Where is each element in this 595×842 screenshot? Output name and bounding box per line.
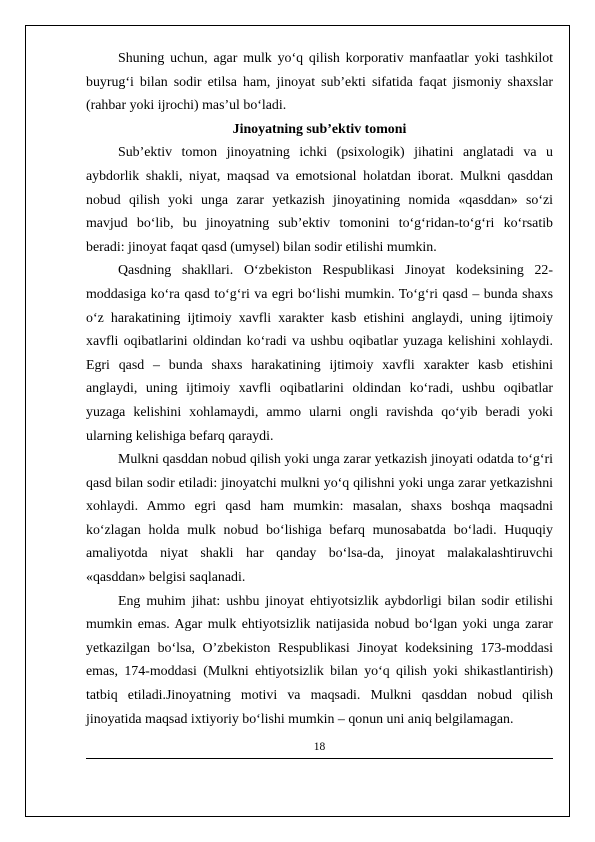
paragraph-subjective-side: Sub’ektiv tomon jinoyatning ichki (psixologik) jihatini anglatadi va u aybdorlik shakli, niyat, maqsad va emotsional holatdan iborat. Mulkni qasddan nobud qilish yoki unga zarar yetkazish jinoyatining nomida «qasddan» so‘zi mavjud bo‘lib, bu jinoyatning sub’ektiv tomonini to‘g‘ridan-to‘g‘ri ko‘rsatib beradi: jinoyat faqat qasd (umysel) bilan sodir etilishi mumkin.: [86, 145, 553, 255]
document-body: [86, 47, 553, 731]
paragraph-subject-liability: Shuning uchun, agar mulk yo‘q qilish korporativ manfaatlar yoki tashkilot buyrug‘i bilan sodir etilsa ham, jinoyat sub’ekti sifatida faqat jismoniy shaxslar (rahbar yoki ijrochi) mas’ul bo‘ladi.: [86, 51, 553, 114]
paragraph-direct-intent: Mulkni qasddan nobud qilish yoki unga zarar yetkazish jinoyati odatda to‘g‘ri qasd bilan sodir etiladi: jinoyatchi mulkni yo‘q qilishni yoki unga zarar yetkazishni xohlaydi. Ammo egri qasd ham mumkin: masalan, shaxs boshqa maqsadni ko‘zlagan holda mulk nobud bo‘lishiga befarq munosabatda bo‘ladi. Huquqiy amaliyotda niyat shakli har qanday bo‘lsa-da, jinoyat malakalashtiruvchi «qasddan» belgisi saqlanadi.: [86, 452, 553, 586]
paragraph-negligence: Eng muhim jihat: ushbu jinoyat ehtiyotsizlik aybdorligi bilan sodir etilishi mumkin emas. Agar mulk ehtiyotsizlik natijasida nobud bo‘lgan yoki unga zarar yetkazilgan bo‘lsa, O’zbekiston Respublikasi Jinoyat kodeksining 173-moddasi emas, 174-moddasi (Mulkni ehtiyotsizlik bilan yo‘q qilish yoki shikastlantirish) tatbiq etiladi.Jinoyatning motivi va maqsadi. Mulkni qasddan nobud qilish jinoyatida maqsad ixtiyoriy bo‘lishi mumkin – qonun uni aniq belgilamagan.: [86, 593, 553, 727]
footer-divider: [86, 758, 553, 759]
page-number: 18: [313, 741, 326, 753]
paragraph-intent-forms: Qasdning shakllari. O‘zbekiston Respublikasi Jinoyat kodeksining 22-moddasiga ko‘ra qasd to‘g‘ri va egri bo‘lishi mumkin. To‘g‘ri qasd – bunda shaxs o‘z harakatining ijtimoiy xavfli xarakter kasb etishini anglaydi, uning ijtimoiy xavfli oqibatlarini oldindan ko‘radi va ushbu oqibatlar yuzaga kelishini xohlaydi. Egri qasd – bunda shaxs harakatining ijtimoiy xavfli xarakter kasb etishini anglaydi, uning ijtimoiy xavfli oqibatlarini oldindan ko‘radi, ushbu oqibatlar yuzaga kelishini xohlamaydi, ammo ularni ongli ravishda qo‘yib beradi yoki ularning kelishiga befarq qaraydi.: [86, 263, 553, 444]
section-heading: Jinoyatning sub’ektiv tomoni: [232, 121, 407, 137]
